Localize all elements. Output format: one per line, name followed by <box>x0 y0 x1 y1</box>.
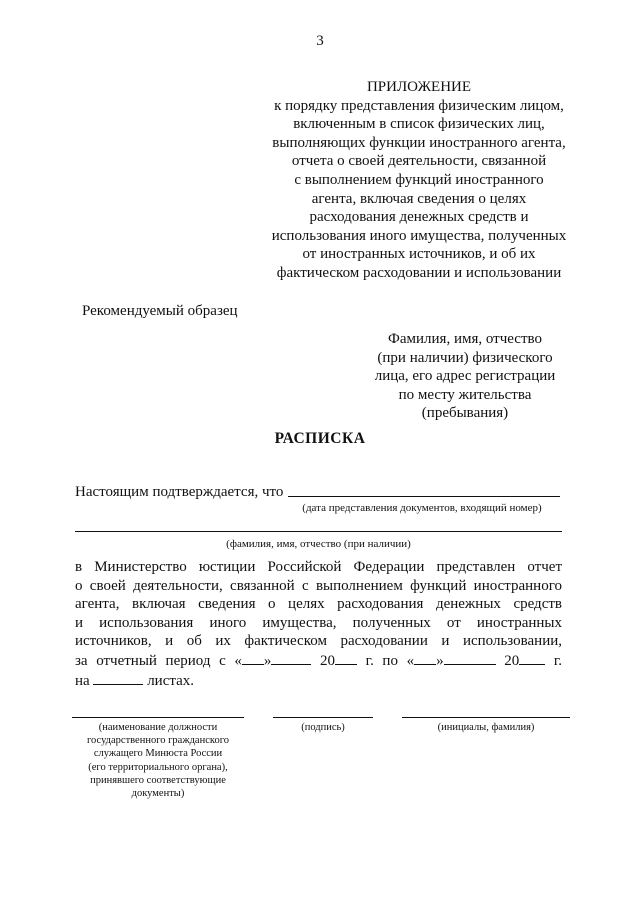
body-paragraph <box>75 558 562 690</box>
body-line: источников, и об их фактическом расходовании и использовании, <box>75 633 562 650</box>
position-caption-line: (его территориального органа), <box>88 761 228 773</box>
addressee-line: по месту жительства <box>398 386 532 403</box>
initials-caption: (инициалы, фамилия) <box>437 722 535 733</box>
appendix-line: от иностранных источников, и об их <box>302 246 536 263</box>
position-caption <box>72 721 244 800</box>
appendix-line: отчета о своей деятельности, связанной <box>291 153 547 170</box>
appendix-line: фактическом расходовании и использовании <box>276 264 562 281</box>
confirm-label: Настоящим подтверждается, что <box>75 484 284 500</box>
appendix-line: с выполнением функций иностранного <box>294 171 544 188</box>
appendix-line: к порядку представления физическим лицом, <box>274 97 564 114</box>
name-fill-line <box>75 531 562 532</box>
signature-line <box>273 717 373 718</box>
addressee-line: (при наличии) физического <box>377 349 553 366</box>
page-number: 3 <box>316 33 324 49</box>
month-from-blank <box>271 651 311 665</box>
position-caption-line: государственного гражданского <box>86 735 229 747</box>
year-to-blank <box>519 651 545 665</box>
position-signature-line <box>72 717 244 718</box>
addressee-line: (пребывания) <box>421 405 509 422</box>
period-quote: » <box>263 652 272 669</box>
sheets-line <box>75 671 562 691</box>
period-suffix: г. <box>553 652 563 669</box>
sheets-count-blank <box>93 671 143 685</box>
date-fill-line <box>288 496 560 497</box>
position-caption-line: принявшего соответствующие <box>90 774 226 786</box>
period-line <box>75 651 562 671</box>
body-line: и использования иного имущества, полученных от иностранных <box>75 614 562 631</box>
document-title: РАСПИСКА <box>274 430 366 447</box>
position-caption-line: документы) <box>131 788 185 800</box>
appendix-line: использования иного имущества, полученных <box>271 227 567 244</box>
appendix-line: включенным в список физических лиц, <box>293 116 545 133</box>
year-from-blank <box>335 651 357 665</box>
sheets-suffix: листах. <box>147 672 195 689</box>
period-year-prefix: 20 <box>504 652 520 669</box>
name-caption: (фамилия, имя, отчество (при наличии) <box>226 538 411 550</box>
addressee-line: лица, его адрес регистрации <box>374 368 556 385</box>
initials-signature-line <box>402 717 570 718</box>
month-to-blank <box>444 651 496 665</box>
position-caption-line: (наименование должности <box>98 722 218 733</box>
body-line: в Министерство юстиции Российской Федерации представлен отчет <box>75 559 562 575</box>
period-year-prefix: 20 <box>319 652 335 669</box>
appendix-heading: ПРИЛОЖЕНИЕ <box>366 79 472 95</box>
date-caption: (дата представления документов, входящий номер) <box>302 502 542 514</box>
day-to-blank <box>414 651 436 665</box>
appendix-block <box>240 78 598 283</box>
appendix-line: агента, включая сведения о целях <box>311 190 527 207</box>
appendix-line: расходования денежных средств и <box>309 209 529 226</box>
day-from-blank <box>242 651 264 665</box>
signature-caption: (подпись) <box>301 722 345 733</box>
addressee-block <box>340 330 590 423</box>
period-quote: » <box>436 652 444 669</box>
period-prefix: за отчетный период с « <box>75 652 242 669</box>
addressee-line: Фамилия, имя, отчество <box>388 331 542 347</box>
body-line: агента, включая сведения о целях расходования денежных средств <box>75 596 562 613</box>
position-caption-line: служащего Минюста России <box>93 748 223 760</box>
body-line: о своей деятельности, связанной с выполнением функций иностранного <box>75 577 562 594</box>
period-mid: г. по « <box>365 652 415 669</box>
sheets-prefix: на <box>75 672 90 689</box>
recommended-sample-label: Рекомендуемый образец <box>82 303 238 319</box>
appendix-line: выполняющих функции иностранного агента, <box>272 134 566 151</box>
